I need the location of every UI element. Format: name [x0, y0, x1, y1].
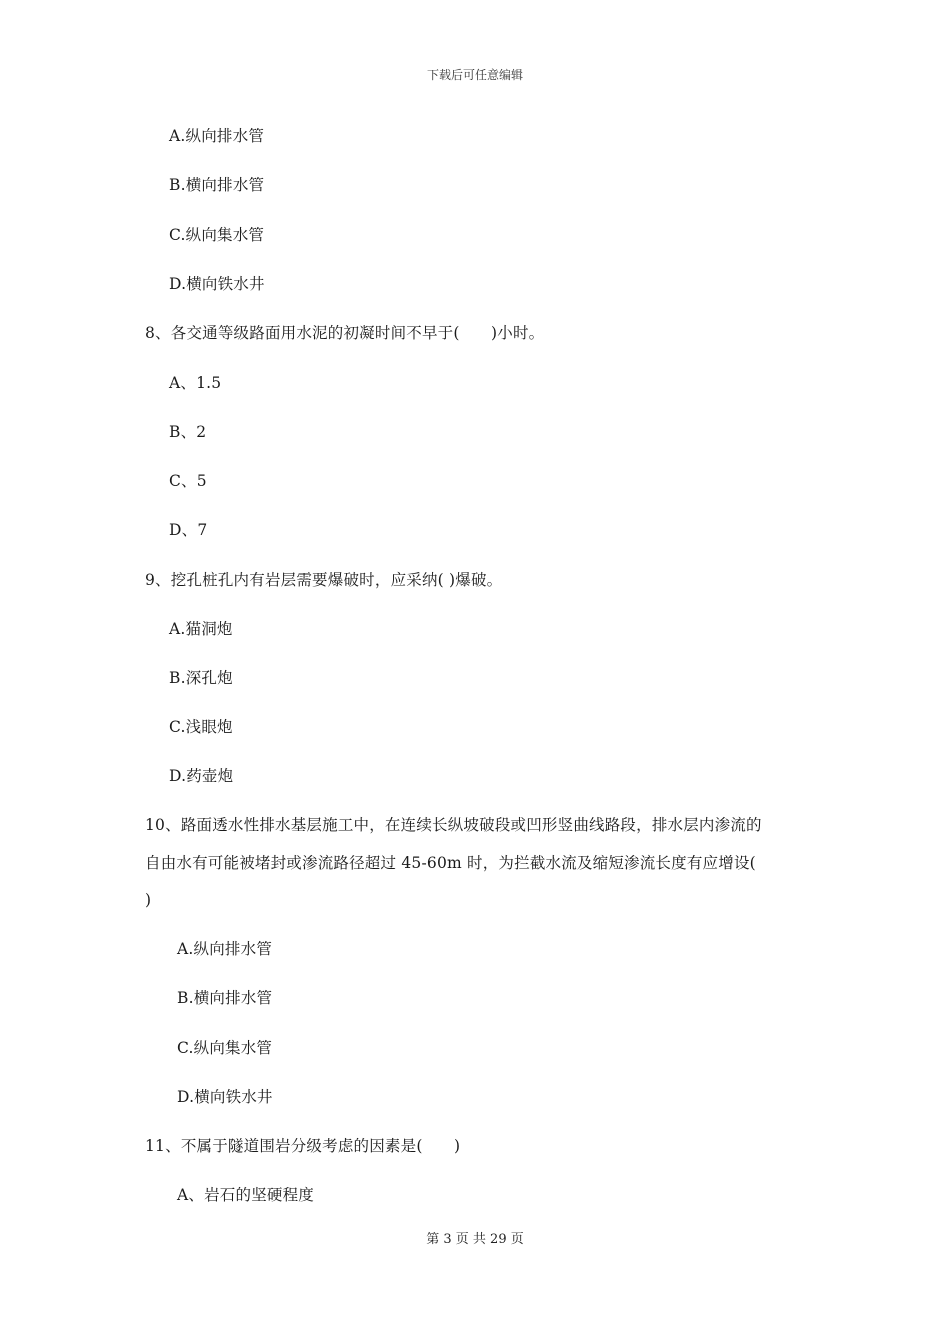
- option-a: A.纵向排水管: [169, 127, 265, 145]
- option-d: D、7: [169, 521, 208, 539]
- option-c: C.纵向集水管: [177, 1039, 273, 1057]
- option-b: B.深孔炮: [169, 669, 233, 687]
- question-11: 11、不属于隧道围岩分级考虑的因素是( ): [145, 1137, 461, 1155]
- question-10-line-1: 10、路面透水性排水基层施工中，在连续长纵坡破段或凹形竖曲线路段，排水层内渗流的: [145, 816, 762, 834]
- question-9: 9、挖孔桩孔内有岩层需要爆破时，应采纳( )爆破。: [145, 571, 503, 589]
- question-8: 8、各交通等级路面用水泥的初凝时间不早于( )小时。: [145, 324, 545, 342]
- option-c: C.纵向集水管: [169, 226, 265, 244]
- page-footer: 第 3 页 共 29 页: [426, 1232, 524, 1247]
- option-a: A、岩石的坚硬程度: [177, 1186, 314, 1204]
- option-b: B.横向排水管: [169, 176, 265, 194]
- option-a: A.纵向排水管: [177, 940, 273, 958]
- question-10-line-2: 自由水有可能被堵封或渗流路径超过 45-60m 时，为拦截水流及缩短渗流长度有应增设(: [145, 854, 756, 872]
- option-c: C、5: [169, 472, 207, 490]
- option-a: A.猫洞炮: [169, 620, 233, 638]
- option-c: C.浅眼炮: [169, 718, 233, 736]
- option-d: D.药壶炮: [169, 767, 234, 785]
- option-d: D.横向铁水井: [177, 1088, 273, 1106]
- page-header: 下载后可任意编辑: [426, 68, 523, 82]
- option-b: B、2: [169, 423, 207, 441]
- option-a: A、1.5: [169, 374, 222, 392]
- option-b: B.横向排水管: [177, 989, 273, 1007]
- question-10-line-3: ): [145, 891, 152, 909]
- option-d: D.横向铁水井: [169, 275, 265, 293]
